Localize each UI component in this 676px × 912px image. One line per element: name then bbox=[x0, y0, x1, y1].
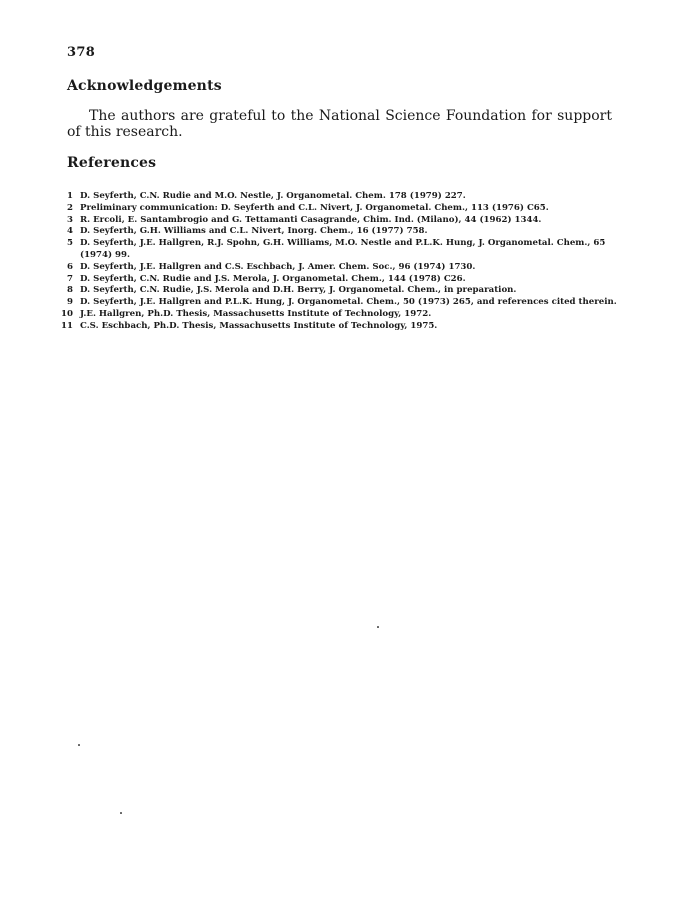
references-list bbox=[60, 191, 620, 333]
reference-text: C.S. Eschbach, Ph.D. Thesis, Massachusetts Institute of Technology, 1975. bbox=[80, 320, 438, 331]
reference-item bbox=[60, 297, 620, 309]
reference-number: 6 bbox=[67, 261, 73, 272]
references-heading: References bbox=[67, 155, 157, 171]
reference-number: 9 bbox=[67, 297, 73, 308]
reference-item bbox=[60, 215, 620, 227]
reference-number: 1 bbox=[67, 191, 73, 201]
reference-number: 3 bbox=[67, 214, 73, 225]
reference-text: D. Seyferth, C.N. Rudie and M.O. Nestle, J. Organometal. Chem. 178 (1979) 227. bbox=[80, 191, 466, 201]
reference-item bbox=[60, 321, 620, 333]
reference-text: D. Seyferth, J.E. Hallgren and C.S. Eschbach, J. Amer. Chem. Soc., 96 (1974) 1730. bbox=[80, 261, 476, 272]
reference-number: 5 bbox=[67, 238, 73, 249]
reference-number: 7 bbox=[67, 273, 73, 284]
reference-text: D. Seyferth, J.E. Hallgren, R.J. Spohn, G.H. Williams, M.O. Nestle and P.L.K. Hung, J. Organometal. Chem., 65 (1974) 99. bbox=[80, 238, 606, 260]
reference-number: 11 bbox=[61, 320, 73, 331]
reference-number: 8 bbox=[67, 285, 73, 296]
acknowledgements-heading: Acknowledgements bbox=[67, 78, 222, 94]
reference-item bbox=[60, 226, 620, 238]
reference-item bbox=[60, 285, 620, 297]
reference-item bbox=[60, 203, 620, 215]
scan-speck bbox=[120, 812, 122, 814]
reference-item bbox=[60, 238, 620, 262]
reference-text: R. Ercoli, E. Santambrogio and G. Tettamanti Casagrande, Chim. Ind. (Milano), 44 (1962) 1344. bbox=[80, 214, 542, 225]
reference-text: D. Seyferth, J.E. Hallgren and P.L.K. Hung, J. Organometal. Chem., 50 (1973) 265, and references cited therein. bbox=[80, 297, 617, 308]
reference-text: D. Seyferth, C.N. Rudie and J.S. Merola, J. Organometal. Chem., 144 (1978) C26. bbox=[80, 273, 466, 284]
reference-item bbox=[60, 274, 620, 286]
page-number: 378 bbox=[67, 45, 96, 60]
reference-text: Preliminary communication: D. Seyferth and C.L. Nivert, J. Organometal. Chem., 113 (1976) C65. bbox=[80, 202, 549, 213]
reference-text: D. Seyferth, G.H. Williams and C.L. Nivert, Inorg. Chem., 16 (1977) 758. bbox=[80, 226, 428, 237]
reference-item bbox=[60, 309, 620, 321]
reference-item bbox=[60, 191, 620, 203]
reference-text: D. Seyferth, C.N. Rudie, J.S. Merola and D.H. Berry, J. Organometal. Chem., in preparation. bbox=[80, 285, 517, 296]
reference-number: 2 bbox=[67, 202, 73, 213]
reference-number: 4 bbox=[67, 226, 73, 237]
reference-text: J.E. Hallgren, Ph.D. Thesis, Massachusetts Institute of Technology, 1972. bbox=[80, 308, 432, 319]
scan-speck bbox=[78, 744, 80, 746]
scan-speck bbox=[377, 626, 379, 628]
acknowledgements-body: The authors are grateful to the National Science Foundation for support of this research. bbox=[67, 108, 612, 140]
reference-number: 10 bbox=[61, 308, 73, 319]
reference-item bbox=[60, 262, 620, 274]
